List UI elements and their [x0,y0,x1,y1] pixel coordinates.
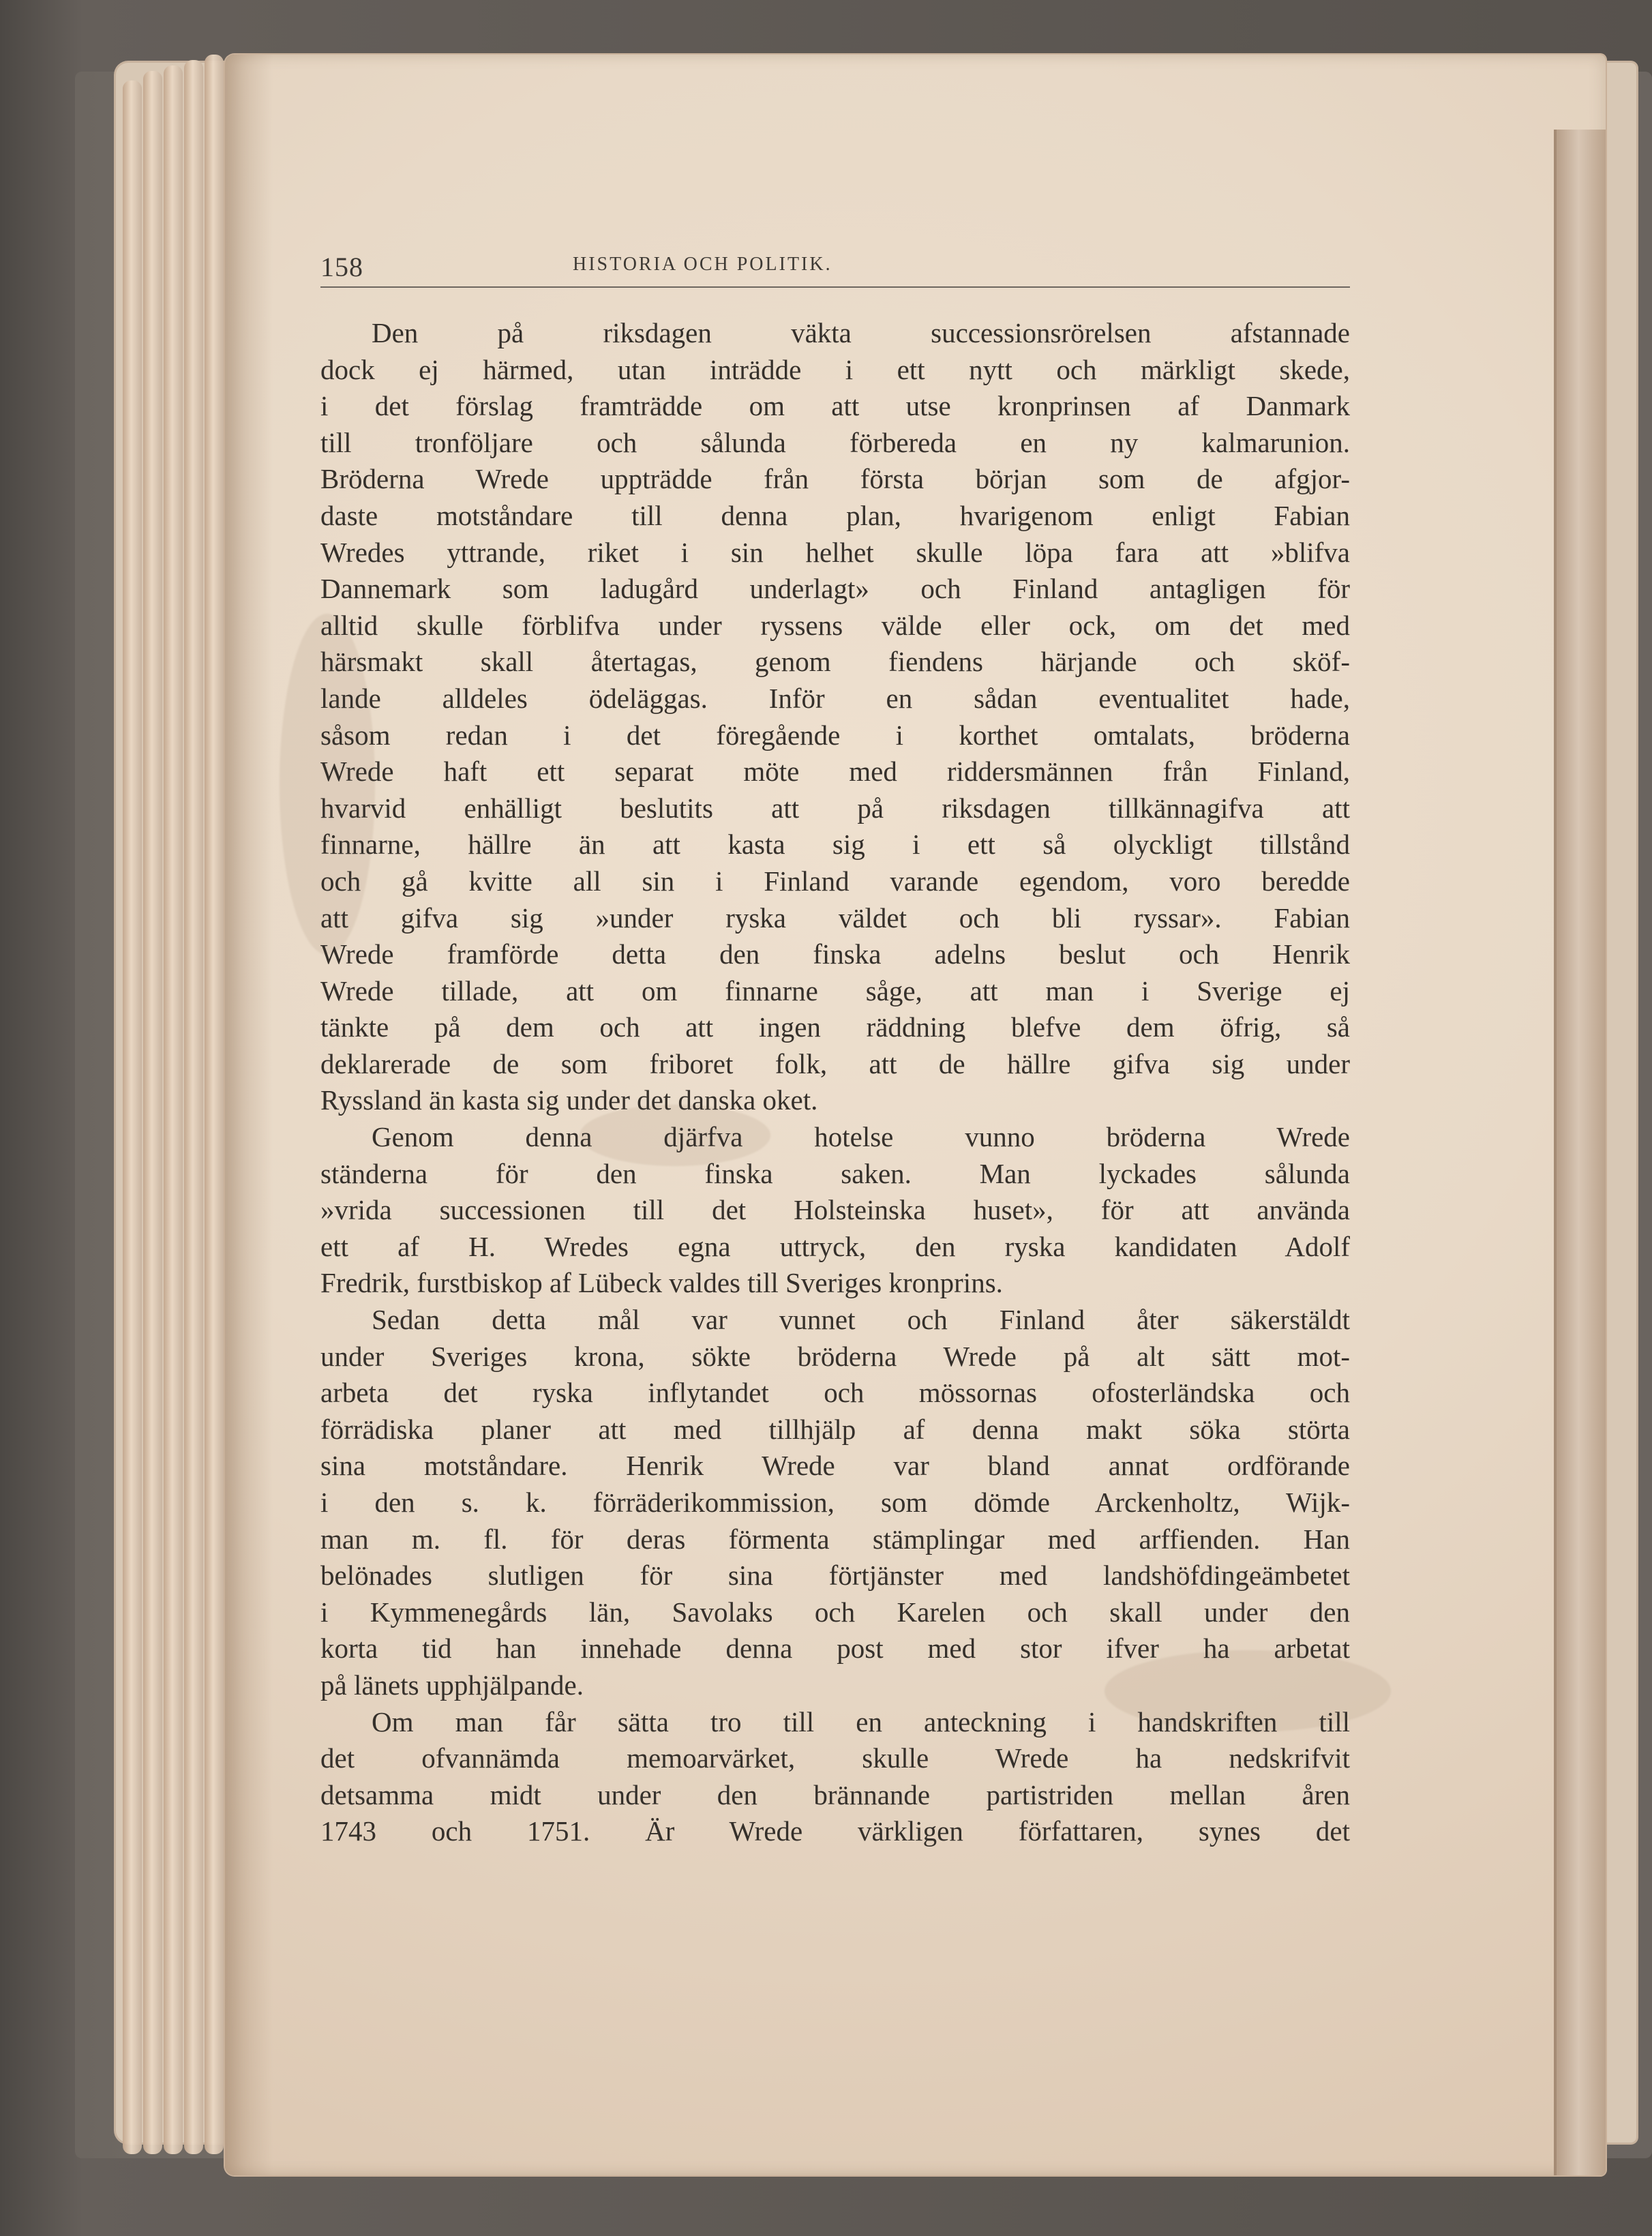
text-line: Dannemark som ladugård underlagt» och Finland antagligen för [320,573,1350,605]
page-edge [184,60,203,2154]
text-line: Wrede tillade, att om finnarne såge, att man i Sverige ej [320,974,1350,1007]
text-line: under Sveriges krona, sökte bröderna Wrede på alt sätt mot- [320,1340,1350,1372]
page-edge [143,71,162,2154]
page-edge [123,80,142,2154]
text-line: såsom redan i det föregående i korthet omtalats, bröderna [320,719,1350,751]
text-line: och gå kvitte all sin i Finland varande egendom, voro beredde [320,865,1350,897]
body-text [320,315,1350,1850]
text-line: i Kymmenegårds län, Savolaks och Karelen och skall under den [320,1596,1350,1628]
text-line: arbeta det ryska inflytandet och mössornas ofosterländska och [320,1377,1350,1409]
text-line: härsmakt skall återtagas, genom fiendens härjande och sköf- [320,646,1350,678]
text-line: alltid skulle förblifva under ryssens välde eller ock, om det med [320,609,1350,641]
text-line: Fredrik, furstbiskop af Lübeck valdes till Sveriges kronprins. [320,1267,1003,1299]
text-line: förrädiska planer att med tillhjälp af denna makt söka störta [320,1413,1350,1445]
text-line: dock ej härmed, utan inträdde i ett nytt och märkligt skede, [320,353,1350,385]
text-line: Den på riksdagen väkta successionsrörelsen afstannade [372,317,1350,348]
text-line: »vrida successionen till det Holsteinska huset», för att använda [320,1194,1350,1226]
text-line: deklarerade de som friboret folk, att de hällre gifva sig under [320,1047,1350,1079]
text-line: det ofvannämda memoarvärket, skulle Wrede ha nedskrifvit [320,1742,1350,1774]
text-line: Genom denna djärfva hotelse vunno bröderna Wrede [372,1121,1350,1153]
page-edge [164,65,183,2154]
text-line: Sedan detta mål var vunnet och Finland åter säkerstäldt [372,1304,1350,1336]
text-line: hvarvid enhälligt beslutits att på riksdagen tillkännagifva att [320,792,1350,824]
text-line: Ryssland än kasta sig under det danska oket. [320,1084,818,1116]
text-line: daste motståndare till denna plan, hvarigenom enligt Fabian [320,499,1350,531]
text-line: sina motståndare. Henrik Wrede var bland annat ordförande [320,1450,1350,1482]
text-line: Bröderna Wrede uppträdde från första början som de afgjor- [320,463,1350,495]
text-line: i det förslag framträdde om att utse kronprinsen af Danmark [320,390,1350,422]
text-line: man m. fl. för deras förmenta stämplingar med arffienden. Han [320,1523,1350,1555]
page-edge [205,55,224,2154]
text-line: att gifva sig »under ryska väldet och bli ryssar». Fabian [320,901,1350,934]
text-line: Wredes yttrande, riket i sin helhet skulle löpa fara att »blifva [320,536,1350,568]
text-line: Wrede haft ett separat möte med riddersmännen från Finland, [320,756,1350,788]
text-line: finnarne, hällre än att kasta sig i ett så olyckligt tillstånd [320,829,1350,861]
text-line: Wrede framförde detta den finska adelns beslut och Henrik [320,938,1350,970]
page-number: 158 [320,252,363,282]
right-page-edge [1554,130,1606,2175]
text-line: detsamma midt under den brännande partistriden mellan åren [320,1778,1350,1810]
text-line: korta tid han innehade denna post med stor ifver ha arbetat [320,1633,1350,1665]
text-line: till tronföljare och sålunda förbereda en ny kalmarunion. [320,426,1350,458]
text-line: Om man får sätta tro till en anteckning i handskriften till [372,1705,1350,1738]
text-line: tänkte på dem och att ingen räddning blefve dem öfrig, så [320,1011,1350,1043]
text-line: ständerna för den finska saken. Man lyckades sålunda [320,1157,1350,1189]
running-header [320,251,1350,288]
text-line: 1743 och 1751. Är Wrede värkligen författaren, synes det [320,1815,1350,1847]
text-line: på länets upphjälpande. [320,1669,584,1701]
text-line: belönades slutligen för sina förtjänster med landshöfdingeämbetet [320,1560,1350,1592]
text-line: ett af H. Wredes egna uttryck, den ryska kandidaten Adolf [320,1230,1350,1262]
text-line: lande alldeles ödeläggas. Inför en sådan eventualitet hade, [320,682,1350,714]
text-line: i den s. k. förräderikommission, som dömde Arckenholtz, Wijk- [320,1487,1350,1518]
running-title: HISTORIA OCH POLITIK. [573,254,832,275]
